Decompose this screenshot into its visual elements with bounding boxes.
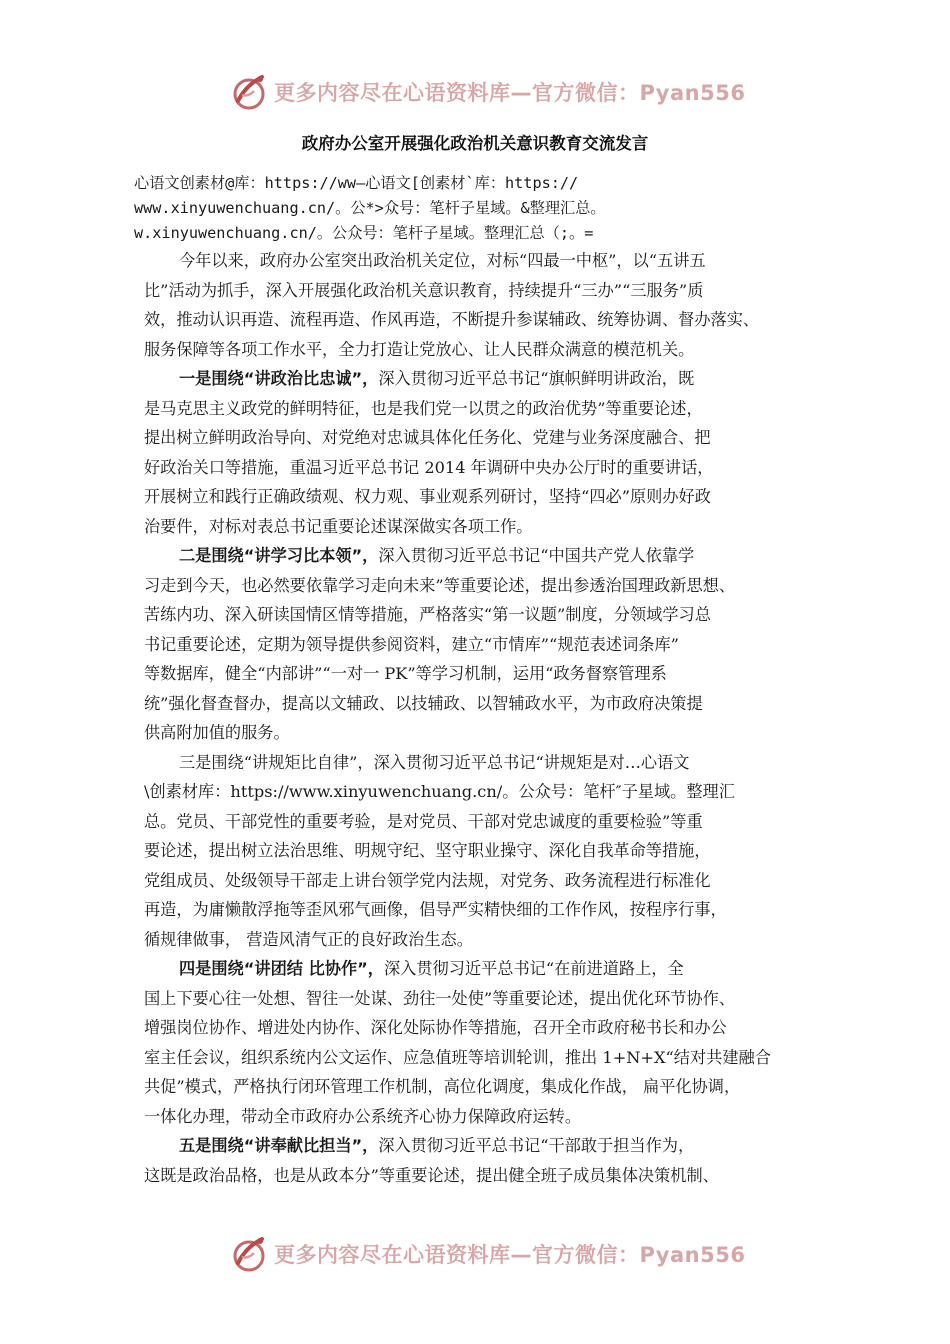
watermark-line: w.xinyuwenchuang.cn/。公众号：笔杆子星域。整理汇总（;。= [134, 224, 594, 242]
text-line: 这既是政治品格，也是从政本分”等重要论述，提出健全班子成员集体决策机制、 [144, 1165, 719, 1185]
text-line: 好政治关口等措施，重温习近平总书记 2014 年调研中央办公厅时的重要讲话， [144, 457, 714, 477]
text-line: 深入贯彻习近平总书记“中国共产党人依靠学 [378, 546, 695, 565]
section-paragraph [134, 748, 834, 955]
text-line: 今年以来，政府办公室突出政治机关定位，对标“四最一中枢”，以“五讲五 [179, 251, 706, 270]
text-line: 苦练内功、深入研读国情区情等措施，严格落实“第一议题”制度，分领域学习总 [144, 605, 711, 624]
document-title: 政府办公室开展强化政治机关意识教育交流发言 [301, 134, 649, 153]
brush-logo-icon [228, 71, 270, 113]
text-line: 室主任会议，组织系统内公文运作、应急值班等培训轮训，推出 1+N+X“结对共建融合 [144, 1047, 771, 1067]
text-line: 习走到今天，也必然要依靠学习走向未来”等重要论述，提出参透治国理政新思想、 [144, 575, 736, 595]
watermark-line: www.xinyuwenchuang.cn/。公*>众号：笔杆子星域。&整理汇总。 [134, 199, 606, 217]
footer-banner [228, 1232, 746, 1276]
text-line: \创素材库：https://www.xinyuwenchuang.cn/。公众号：笔杆″子星域。整理汇 [144, 782, 735, 801]
text-line: 再造，为庸懒散浮拖等歪风邪气画像，倡导严实精快细的工作作风，按程序行事， [144, 900, 727, 919]
text-line: 书记重要论述，定期为领导提供参阅资料，建立“市情库”“规范表述词条库” [144, 634, 679, 654]
text-line: 总。党员、干部党性的重要考验，是对党员、干部对党忠诚度的重要检验”等重 [144, 811, 703, 831]
banner-text: 更多内容尽在心语资料库—官方微信：Pyan556 [274, 81, 746, 105]
text-line: 一体化办理，带动全市政府办公系统齐心协力保障政府运转。 [144, 1106, 582, 1126]
text-line: 国上下要心往一处想、智往一处谋、劲往一处使”等重要论述，提出优化环节协作、 [144, 988, 736, 1008]
banner-text: 更多内容尽在心语资料库—官方微信：Pyan556 [274, 1243, 746, 1267]
text-line: 深入贯彻习近平总书记“旗帜鲜明讲政治，既 [378, 369, 695, 388]
text-line: 供高附加值的服务。 [144, 723, 290, 742]
section-heading: 二是围绕“讲学习比本领”， [179, 546, 379, 565]
text-line: 开展树立和践行正确政绩观、权力观、事业观系列研讨，坚持“四必”原则办好政 [144, 487, 711, 506]
section-heading: 五是围绕“讲奉献比担当”， [179, 1136, 379, 1155]
text-line: 是马克思主义政党的鲜明特征，也是我们党一以贯之的政治优势”等重要论述， [144, 398, 703, 418]
text-line: 统”强化督查督办，提高以文辅政、以技辅政、以智辅政水平，为市政府决策提 [144, 693, 703, 713]
section-paragraph [134, 364, 834, 541]
document-body [134, 171, 834, 1190]
text-line: 效，推动认识再造、流程再造、作风再造，不断提升参谋辅政、统筹协调、督办落实、 [144, 310, 760, 329]
text-line: 增强岗位协作、增进处内协作、深化处际协作等措施，召开全市政府秘书长和办公 [144, 1018, 727, 1037]
section-paragraph [134, 954, 834, 1131]
text-line: 服务保障等各项工作水平，全力打造让党放心、让人民群众满意的模范机关。 [144, 339, 695, 359]
text-line: 党组成员、处级领导干部走上讲台领学党内法规，对党务、政务流程进行标准化 [144, 870, 711, 890]
section-heading: 三是围绕“讲规矩比自律”， [179, 752, 374, 772]
header-banner [228, 70, 746, 114]
section-heading: 一是围绕“讲政治比忠诚”， [179, 369, 379, 388]
text-line: 循规律做事， 营造风清气正的良好政治生态。 [144, 929, 473, 949]
text-line: 深入贯彻习近平总书记“干部敢于担当作为， [378, 1136, 695, 1155]
watermark-line: 心语文创素材@库：https://ww—心语文[创素材`库：https:// [134, 174, 579, 192]
section-heading: 四是围绕“讲团结 比协作”， [179, 959, 384, 978]
section-paragraph [134, 541, 834, 748]
text-line: 深入贯彻习近平总书记“在前进道路上，全 [383, 959, 684, 978]
brush-logo-icon [228, 1233, 270, 1275]
text-line: 要论述，提出树立法治思维、明规守纪、坚守职业操守、深化自我革命等措施， [144, 841, 711, 860]
text-line: 深入贯彻习近平总书记“讲规矩是对…心语文 [373, 752, 690, 772]
text-line: 提出树立鲜明政治导向、对党绝对忠诚具体化任务化、党建与业务深度融合、把 [144, 428, 711, 447]
text-line: 比”活动为抓手，深入开展强化政治机关意识教育，持续提升“三办”“三服务”质 [144, 280, 704, 300]
section-paragraph [134, 1131, 834, 1190]
text-line: 治要件，对标对表总书记重要论述谋深做实各项工作。 [144, 516, 533, 536]
intro-paragraph [134, 246, 834, 364]
text-line: 等数据库，健全“内部讲”“一对一 PK”等学习机制，运用“政务督察管理系 [144, 664, 667, 683]
text-line: 共促”模式，严格执行闭环管理工作机制，高位化调度，集成化作战， 扁平化协调， [144, 1077, 741, 1096]
